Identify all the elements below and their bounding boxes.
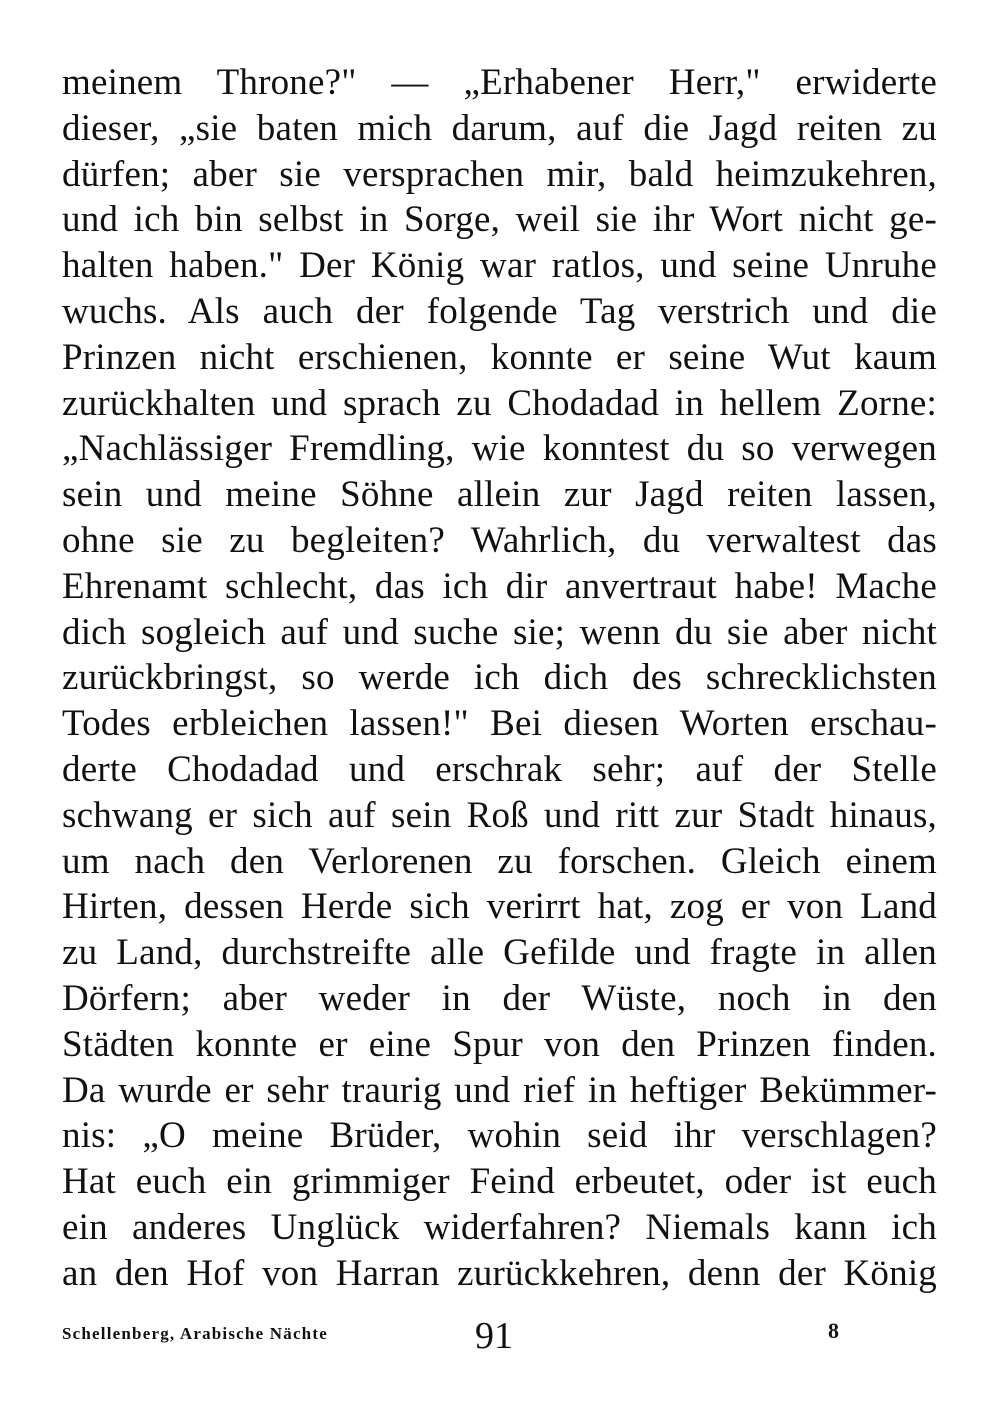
text-line: dürfen; aber sie versprachen mir, bald heimzukehren, (62, 153, 937, 195)
text-line: derte Chodadad und erschrak sehr; auf der Stelle (62, 748, 937, 790)
text-line: Hirten, dessen Herde sich verirrt hat, zog er von Land (62, 886, 937, 928)
text-line: Ehrenamt schlecht, das ich dir anvertraut habe! Mache (62, 565, 937, 607)
text-line: meinem Throne?" — „Erhabener Herr," erwiderte (62, 62, 937, 103)
text-line: zurückbringst, so werde ich dich des schrecklichsten (62, 657, 937, 699)
text-line: dieser, „sie baten mich darum, auf die Jagd reiten zu (62, 107, 937, 149)
text-line: ein anderes Unglück widerfahren? Niemals kann ich (62, 1206, 937, 1248)
text-line: Todes erbleichen lassen!" Bei diesen Worten erschau- (62, 703, 937, 745)
text-line: an den Hof von Harran zurückkehren, denn der König (62, 1252, 937, 1294)
text-line: ohne sie zu begleiten? Wahrlich, du verwaltest das (62, 519, 937, 561)
text-line: Prinzen nicht erschienen, konnte er seine Wut kaum (62, 336, 937, 378)
text-line: sein und meine Söhne allein zur Jagd reiten lassen, (62, 474, 937, 516)
text-line: Städten konnte er eine Spur von den Prinzen finden. (62, 1023, 937, 1065)
text-line: Hat euch ein grimmiger Feind erbeutet, oder ist euch (62, 1161, 937, 1203)
text-line: wuchs. Als auch der folgende Tag verstrich und die (62, 290, 937, 332)
text-line: um nach den Verlorenen zu forschen. Gleich einem (62, 840, 937, 882)
text-line: und ich bin selbst in Sorge, weil sie ihr Wort nicht ge- (62, 199, 937, 241)
body-text (62, 60, 937, 1297)
text-line: nis: „O meine Brüder, wohin seid ihr verschlagen? (62, 1115, 937, 1157)
text-line: zu Land, durchstreifte alle Gefilde und fragte in allen (62, 932, 937, 974)
text-line: dich sogleich auf und suche sie; wenn du sie aber nicht (62, 611, 937, 653)
text-line: „Nachlässiger Fremdling, wie konntest du so verwegen (62, 428, 937, 470)
text-line: Da wurde er sehr traurig und rief in heftiger Bekümmer- (62, 1069, 937, 1111)
signature-mark: 8 (828, 1318, 839, 1343)
text-line: halten haben." Der König war ratlos, und seine Unruhe (62, 245, 937, 287)
page-footer (62, 1314, 937, 1357)
text-line: Dörfern; aber weder in der Wüste, noch in den (62, 977, 937, 1019)
text-line: schwang er sich auf sein Roß und ritt zur Stadt hinaus, (62, 794, 937, 836)
footer-source-line: Schellenberg, Arabische Nächte (62, 1324, 328, 1343)
text-line: zurückhalten und sprach zu Chodadad in hellem Zorne: (62, 382, 937, 424)
page-number: 91 (475, 1315, 513, 1357)
